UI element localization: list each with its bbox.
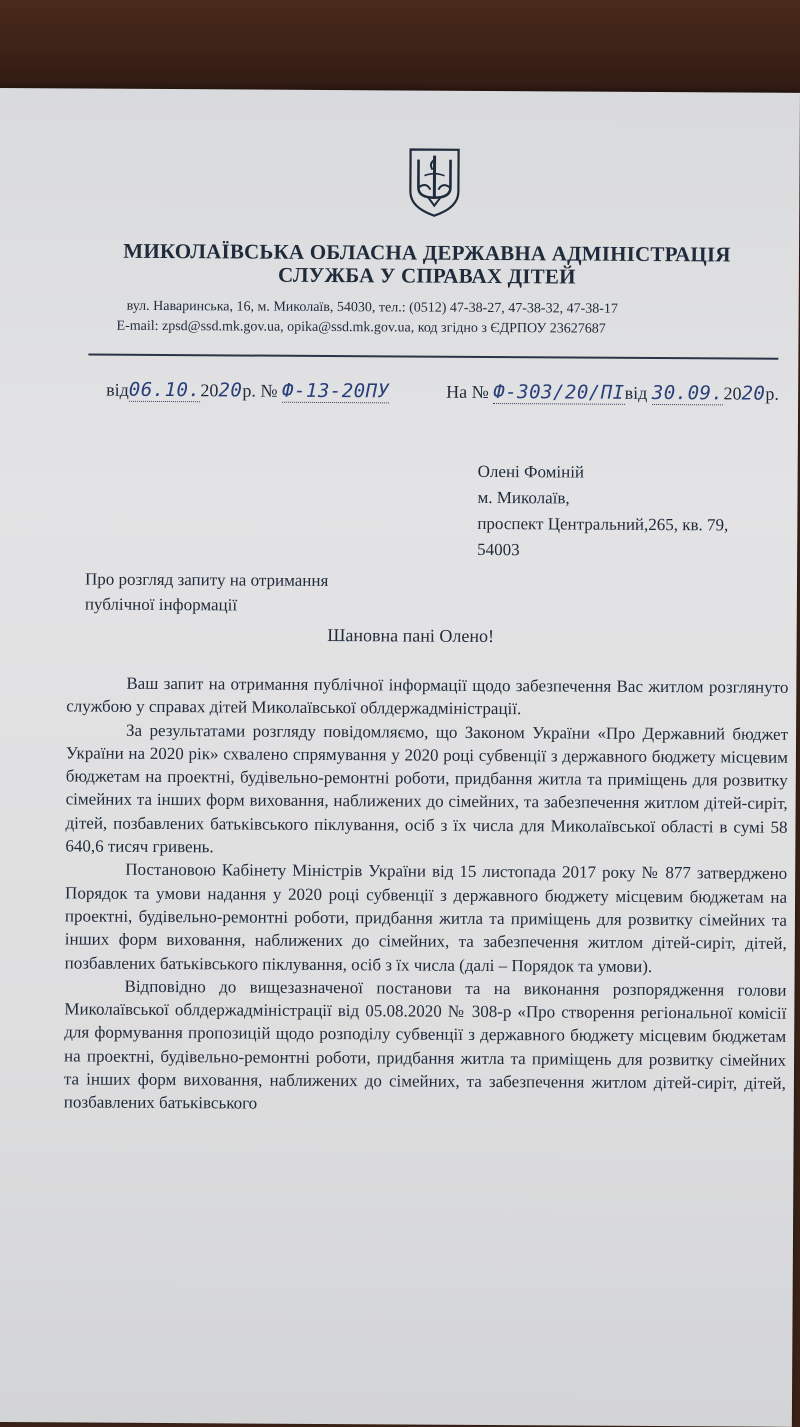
letter-page [0,88,800,1427]
paragraph: За результатами розгляду повідомляємо, що Законом України «Про Державний бюджет України на 2020 рік» схвалено спрямування у 2020 році субвенції з державного бюджету місцевим бюджетам на проектні, будівельно-ремонтні роботи, придбання житла та приміщень для розвитку сімейних та інших форм виховання, наближених до сімейних, та забезпечення житлом дітей-сиріт, дітей, позбавлених батьківського піклування, осіб з їх числа для Миколаївської області в сумі 58 640,6 тисяч гривень. [65,720,789,857]
year-prefix: 20 [200,380,219,401]
recipient-zip: 54003 [477,539,520,560]
address-line: вул. Наваринська, 16, м. Миколаїв, 54030, тел.: (0512) 47-38-27, 47-38-32, 47-38-17 [126,298,618,317]
recipient-city: м. Миколаїв, [477,487,570,508]
paragraph: Постановою Кабінету Міністрів України від 15 листопада 2017 року № 877 затверджено Порядок та умови надання у 2020 році субвенції з державного бюджету місцевим бюджетам на проектні, будівельно-ремонтні роботи, придбання житла та приміщень для розвитку сімейних та інших форм виховання, наближених до сімейних, та забезпечення житлом дітей-сиріт, дітей, позбавлених батьківського піклування, осіб з їх числа (далі – Порядок та умови). [64,860,788,976]
greeting: Шановна пані Олено! [327,625,495,647]
subject-block [85,567,329,618]
incoming-number: Ф-303/20/ПІ [493,381,625,404]
incoming-year-suffix: р. [765,383,779,404]
header-divider [88,354,778,360]
year-suffix: р. № [242,380,278,401]
incoming-year-prefix: 20 [723,383,742,404]
incoming-from-label: від [624,382,648,403]
incoming-year: 20 [741,382,766,405]
outgoing-date: 06.10. [128,378,201,402]
outgoing-number: Ф-13-20ПУ [281,379,390,403]
department-name: СЛУЖБА У СПРАВАХ ДІТЕЙ [277,262,576,289]
from-label: від [106,379,129,400]
subject-line-2: публічної інформації [84,594,238,615]
recipient-street: проспект Центральний,265, кв. 79, [477,513,729,535]
trident-coat-of-arms-icon [406,145,462,217]
recipient-block [477,459,729,565]
email-line: E-mail: zpsd@ssd.mk.gov.ua, opika@ssd.mk.gov.ua, код згідно з ЄДРПОУ 23627687 [116,318,606,337]
outgoing-reference [106,379,389,404]
table-background [0,0,800,100]
incoming-label: На № [446,381,489,402]
organization-name: МИКОЛАЇВСЬКА ОБЛАСНА ДЕРЖАВНА АДМІНІСТРАЦІЯ [123,238,731,267]
incoming-date: 30.09. [651,381,724,405]
outgoing-year: 20 [218,379,243,402]
recipient-name: Олені Фоміній [477,461,585,482]
letter-body [64,671,789,1118]
paragraph: Відповідно до вищезазначеної постанови та на виконання розпорядження голови Миколаївської облдержадміністрації від 05.08.2020 № 308-р «Про створення регіональної комісії для формування пропозицій щодо розподілу субвенції з державного бюджету місцевим бюджетам на проектні, будівельно-ремонтні роботи, придбання житла та приміщень для розвитку сімейних та інших форм виховання, наближених до сімейних, та забезпечення житлом дітей-сиріт, дітей, позбавлених батьківського [63,976,787,1113]
incoming-reference [446,381,779,406]
paragraph: Ваш запит на отримання публічної інформації щодо забезпечення Вас житлом розглянуто службою у справах дітей Миколаївської облдержадміністрації. [66,673,789,719]
subject-line-1: Про розгляд запиту на отримання [84,569,329,591]
